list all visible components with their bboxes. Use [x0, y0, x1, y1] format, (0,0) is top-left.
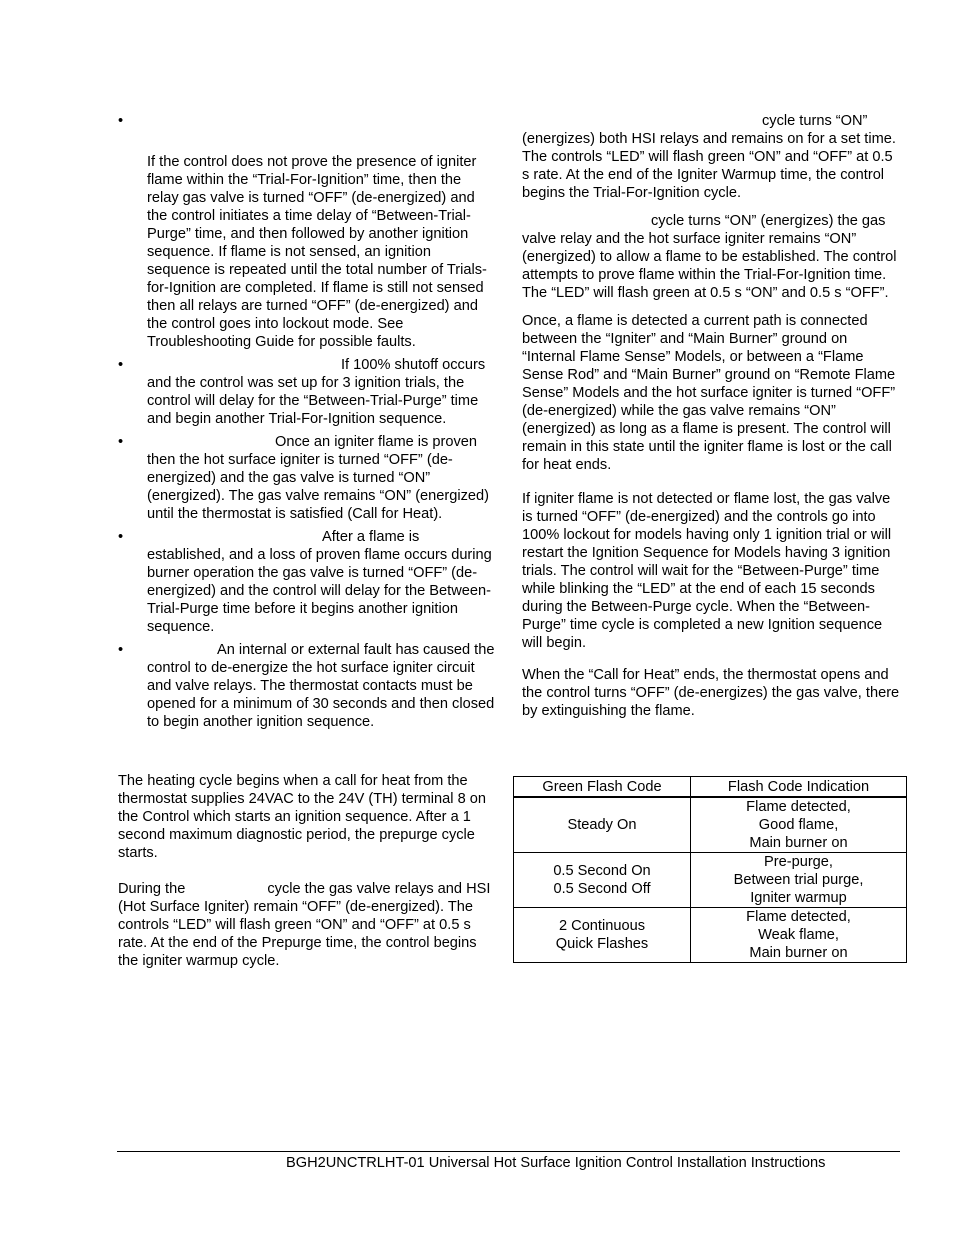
- bullet-icon: •: [118, 113, 124, 129]
- flame-lost-paragraph: If igniter flame is not detected or flame lost, the gas valve is turned “OFF” (de-energized) and the controls go into 100% lockout for models having only 1 ignition trial or will restart the Ignition Sequence for Models having 3 ignition trials. The control will wait for the “Between-Purge” time while blinking the “LED” at the end of each 15 seconds during the Between-Purge cycle. When the “Between-Purge” time cycle is completed a new Ignition sequence will begin.: [522, 491, 892, 651]
- flame-detected-paragraph: Once, a flame is detected a current path is connected between the “Igniter” and “Main Burner” ground on “Internal Flame Sense” Models, or between a “Flame Sense Rod” and “Main Burner” ground on “Remote Flame Sense” Models and the hot surface igniter is turned “OFF” (de-energized) while the gas valve remains “ON” (energized) as long as a flame is present. The control will remain in this state until the igniter flame is lost or the call for heat ends.: [522, 313, 896, 473]
- indication-cell: Flame detected, Weak flame, Main burner on: [691, 908, 907, 963]
- left-column: [118, 112, 496, 970]
- flash-code-cell: Steady On: [514, 797, 691, 853]
- bullet-text: An internal or external fault has caused the control to de-energize the hot surface igniter circuit and valve relays. The thermostat contacts must be opened for a minimum of 30 seconds and then closed to begin another ignition sequence.: [147, 642, 495, 730]
- prepurge-paragraph-rest: cycle the gas valve relays and HSI (Hot Surface Igniter) remain “OFF” (de-energized). The controls “LED” will flash green “ON” and “OFF” at 0.5 s rate. At the end of the Prepurge time, the control begins the igniter warmup cycle.: [118, 881, 491, 969]
- bullet-icon: •: [118, 529, 124, 545]
- bullet-icon: •: [118, 642, 124, 658]
- bullet-icon: •: [118, 434, 124, 450]
- indication-cell: Flame detected, Good flame, Main burner on: [691, 797, 907, 853]
- list-item: [118, 356, 496, 428]
- trial-for-ignition-paragraph: cycle turns “ON” (energizes) the gas valve relay and the hot surface igniter remains “ON” (energized) to allow a flame to be established. The control attempts to prove flame within the Trial-For-Ignition time. The “LED” will flash green at 0.5 s “ON” and 0.5 s “OFF”.: [522, 213, 897, 301]
- column-header-green-flash-code: Green Flash Code: [514, 777, 691, 798]
- bullet-icon: •: [118, 357, 124, 373]
- list-item: [118, 112, 496, 351]
- table-row: [514, 908, 907, 963]
- list-item: [118, 433, 496, 523]
- prepurge-paragraph-start: During the: [118, 881, 186, 897]
- right-column: [522, 112, 900, 730]
- heating-cycle-paragraph: The heating cycle begins when a call for heat from the thermostat supplies 24VAC to the 24V (TH) terminal 8 on the Control which starts an ignition sequence. After a 1 second maximum diagnostic period, the prepurge cycle starts.: [118, 773, 486, 861]
- bullet-text: If 100% shutoff occurs and the control was set up for 3 ignition trials, the control will delay for the “Between-Trial-Purge” time and begin another Trial-For-Ignition sequence.: [147, 357, 486, 427]
- list-item: [118, 528, 496, 636]
- bullet-text: After a flame is established, and a loss of proven flame occurs during burner operation the gas valve is turned “OFF” (de-energized) and the control will delay for the Between-Trial-Purge time before it begins another ignition sequence.: [147, 529, 492, 635]
- flash-code-cell: 0.5 Second On 0.5 Second Off: [514, 853, 691, 908]
- table-header-row: [514, 777, 907, 798]
- flash-code-cell: 2 Continuous Quick Flashes: [514, 908, 691, 963]
- column-header-flash-code-indication: Flash Code Indication: [691, 777, 907, 798]
- call-for-heat-ends-paragraph: When the “Call for Heat” ends, the thermostat opens and the control turns “OFF” (de-energizes) the gas valve, there by extinguishing the flame.: [522, 667, 900, 719]
- page-footer: BGH2UNCTRLHT-01 Universal Hot Surface Ignition Control Installation Instructions: [286, 1155, 826, 1171]
- table-row: [514, 797, 907, 853]
- bullet-text: Once an igniter flame is proven then the hot surface igniter is turned “OFF” (de-energized) and the gas valve is turned “ON” (energized). The gas valve remains “ON” (energized) until the thermostat is satisfied (Call for Heat).: [147, 434, 490, 522]
- prepurge-paragraph: [118, 880, 496, 970]
- indication-cell: Pre-purge, Between trial purge, Igniter warmup: [691, 853, 907, 908]
- table-row: [514, 853, 907, 908]
- bullet-paragraph: If the control does not prove the presence of igniter flame within the “Trial-For-Ignition” time, then the relay gas valve is turned “OFF” (de-energized) and the control initiates a time delay of “Between-Trial-Purge” time, and then followed by another ignition sequence. If flame is not sensed, an ignition sequence is repeated until the total number of Trials-for-Ignition are completed. If flame is still not sensed then all relays are turned “OFF” (de-energized) and the control goes into lockout mode. See Troubleshooting Guide for possible faults.: [147, 154, 487, 350]
- flash-code-table: [513, 776, 907, 963]
- list-item: [118, 641, 496, 731]
- igniter-warmup-paragraph: cycle turns “ON” (energizes) both HSI relays and remains on for a set time. The controls “LED” will flash green “ON” and “OFF” at 0.5 s rate. At the end of the Igniter Warmup time, the control begins the Trial-For-Ignition cycle.: [522, 113, 896, 201]
- footer-divider: [117, 1151, 900, 1152]
